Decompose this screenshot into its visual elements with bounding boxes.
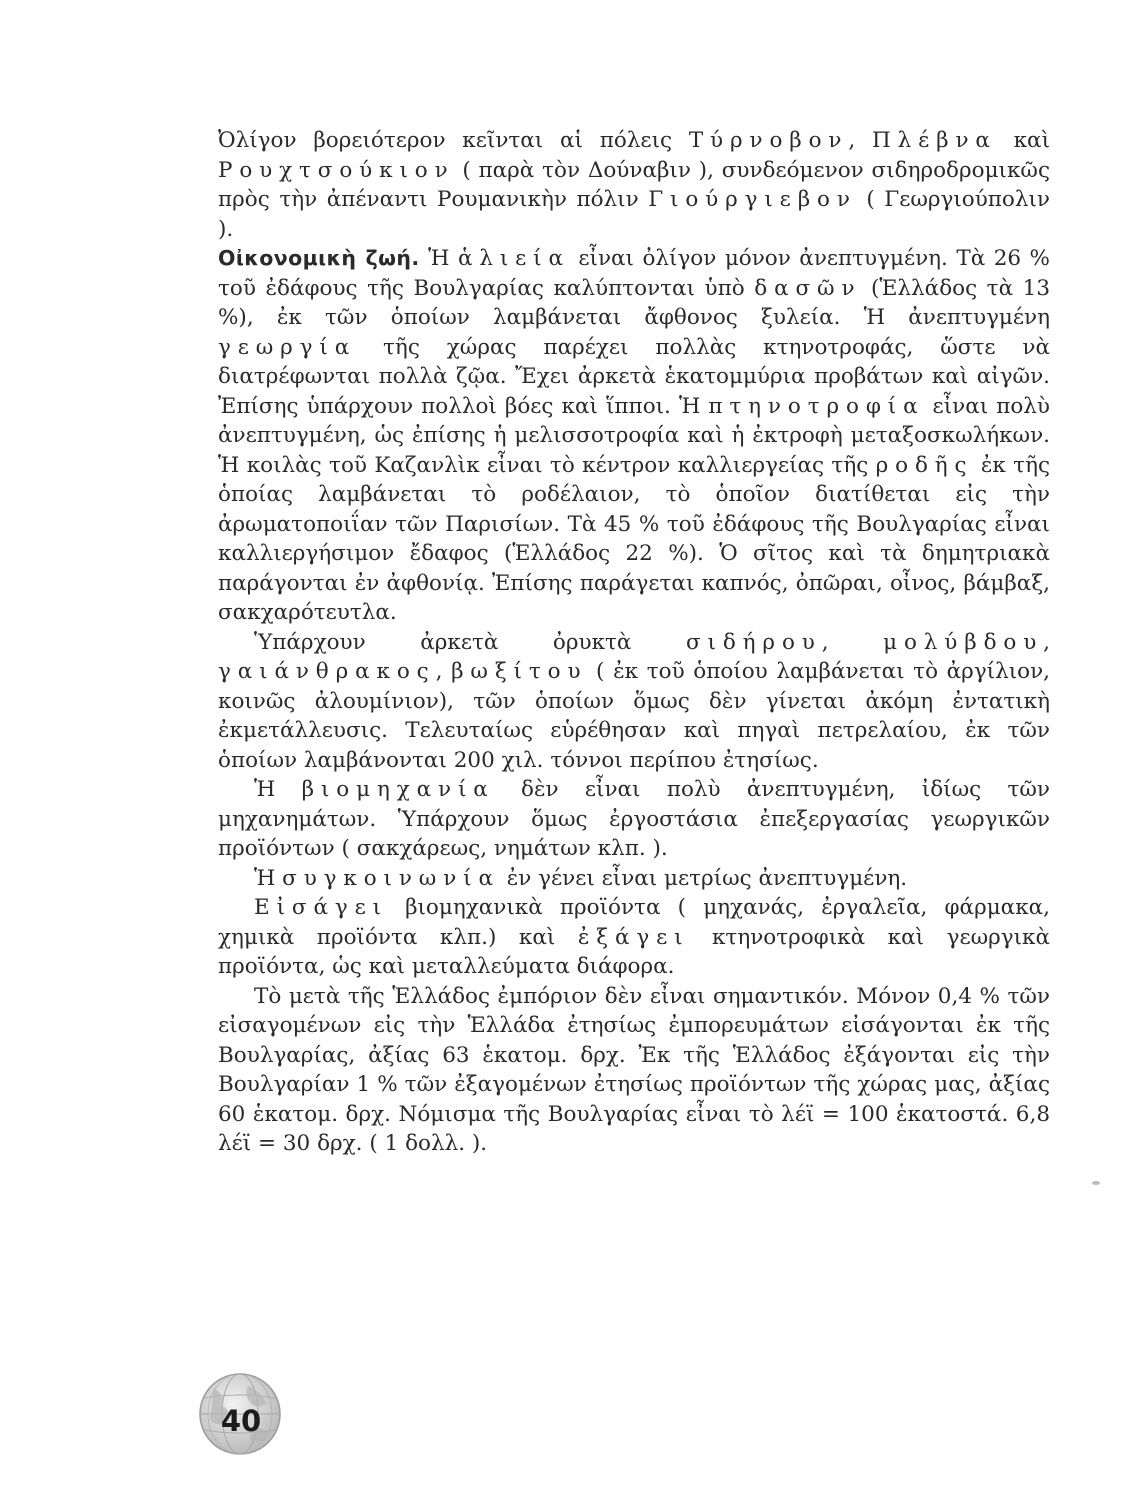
paragraph-economy: Οἰκονομικὴ ζωή. Ἡ ἁλιεία εἶναι ὀλίγον μόνον ἀνεπτυγμένη. Τὰ 26 % τοῦ ἐδάφους τῆς Βουλγαρίας καλύπτονται ὑπὸ δασῶν (Ἑλλάδος τὰ 13 %), ἐκ τῶν ὁποίων λαμβάνεται ἄφθονος ξυλεία. Ἡ ἀνεπτυγμένη γεωργία τῆς χώρας παρέχει πολλὰς κτηνοτροφάς, ὥστε νὰ διατρέφωνται πολλὰ ζῷα. Ἔχει ἀρκετὰ ἑκατομμύρια προβάτων καὶ αἰγῶν. Ἐπίσης ὑπάρχουν πολλοὶ βόες καὶ ἵπποι. Ἡ πτηνοτροφία εἶναι πολὺ ἀνεπτυγμένη, ὡς ἐπίσης ἡ μελισσοτροφία καὶ ἡ ἐκτροφὴ μεταξοσκωλήκων. Ἡ κοιλὰς τοῦ Καζανλὶκ εἶναι τὸ κέντρον καλλιεργείας τῆς ροδῆς ἐκ τῆς ὁποίας λαμβάνεται τὸ ροδέλαιον, τὸ ὁποῖον διατίθεται εἰς τὴν ἀρωματοποιΐαν τῶν Παρισίων. Τὰ 45 % τοῦ ἐδάφους τῆς Βουλγαρίας εἶναι καλλιεργήσιμον ἔδαφος (Ἑλλάδος 22 %). Ὁ σῖτος καὶ τὰ δημητριακὰ παράγονται ἐν ἀφθονίᾳ. Ἐπίσης παράγεται καπνός, ὀπῶραι, οἶνος, βάμβαξ, σακχαρότευτλα. <box>218 246 1050 625</box>
term-transport: συγκοινωνία <box>282 865 500 891</box>
term-lead: μολύβδου <box>883 629 1044 655</box>
term-exports: ἐξάγει <box>577 924 690 950</box>
paragraph-cities: Ὀλίγον βορειότερον κεῖνται αἱ πόλεις Τύρνοβον, Πλέβνα καὶ Ρουχτσούκιον ( παρὰ τὸν Δούναβιν ), συνδεόμενον σιδηροδρομικῶς πρὸς τὴν ἀπέναντι Ρουμανικὴν πόλιν Γιούργιεβον ( Γεωργιούπολιν ). <box>218 128 1051 242</box>
ink-speck-icon <box>1091 1180 1101 1186</box>
term-forests: δασῶν <box>754 275 862 301</box>
city-giurgiu: Γιούργιεβον <box>648 187 857 212</box>
term-imports: Εἰσάγει <box>254 895 388 920</box>
term-industry: βιομηχανία <box>301 777 495 802</box>
paragraph-commerce-greece: Τὸ μετὰ τῆς Ἑλλάδος ἐμπόριον δὲν εἶναι σημαντικόν. Μόνον 0,4 % τῶν εἰσαγομένων εἰς τὴν Ἑλλάδα ἐτησίως ἐμπορευμάτων εἰσάγονται ἐκ τῆς Βουλγαρίας, ἀξίας 63 ἑκατομ. δρχ. Ἐκ τῆς Ἑλλάδος ἐξάγονται εἰς τὴν Βουλγαρίαν 1 % τῶν ἐξαγομένων ἐτησίως προϊόντων τῆς χώρας μας, ἀξίας 60 ἑκατομ. δρχ. Νόμισμα τῆς Βουλγαρίας εἶναι τὸ λέϊ = 100 ἑκατοστά. 6,8 λέϊ = 30 δρχ. ( 1 δολλ. ). <box>218 983 1050 1156</box>
body-text <box>218 126 1050 1159</box>
city-tyrnovo: Τύρνοβον <box>688 128 849 153</box>
paragraph-industry: Ἡ βιομηχανία δὲν εἶναι πολὺ ἀνεπτυγμένη, ἰδίως τῶν μηχανημάτων. Ὑπάρχουν ὅμως ἐργοστάσια ἐπεξεργασίας γεωργικῶν προϊόντων ( σακχάρεως, νημάτων κλπ. ). <box>218 777 1051 861</box>
term-bauxite: βωξίτου <box>451 659 588 684</box>
paragraph-minerals: Ὑπάρχουν ἀρκετὰ ὀρυκτὰ σιδήρου, μολύβδου, γαιάνθρακος, βωξίτου ( ἐκ τοῦ ὁποίου λαμβάνεται τὸ ἀργίλιον, κοινῶς ἀλουμίνιον), τῶν ὁποίων ὅμως δὲν γίνεται ἀκόμη ἐντατικὴ ἐκμετάλλευσις. Τελευταίως εὑρέθησαν καὶ πηγαὶ πετρελαίου, ἐκ τῶν ὁποίων λαμβάνονται 200 χιλ. τόννοι περίπου ἐτησίως. <box>218 629 1051 773</box>
term-iron: σιδήρου <box>685 629 822 655</box>
city-rouse: Ρουχτσούκιον <box>218 157 455 183</box>
city-plevna: Πλέβνα <box>872 128 997 153</box>
term-poultry: πτηνοτροφία <box>708 393 925 419</box>
paragraph-transport: Ἡ συγκοινωνία ἐν γένει εἶναι μετρίως ἀνεπτυγμένη. <box>254 865 908 891</box>
term-coal: γαιάνθρακος <box>218 659 436 684</box>
term-fishing: ἁλιεία <box>457 246 570 271</box>
page-number: 40 <box>220 1404 262 1438</box>
term-rose: ροδῆς <box>875 452 974 478</box>
section-heading: Οἰκονομικὴ ζωή. <box>218 246 420 270</box>
term-agriculture: γεωργία <box>218 334 357 360</box>
paragraph-trade: Εἰσάγει βιομηχανικὰ προϊόντα ( μηχανάς, ἐργαλεῖα, φάρμακα, χημικὰ προϊόντα κλπ.) καὶ ἐξάγει κτηνοτροφικὰ καὶ γεωργικὰ προϊόντα, ὡς καὶ μεταλλεύματα διάφορα. <box>218 895 1050 979</box>
